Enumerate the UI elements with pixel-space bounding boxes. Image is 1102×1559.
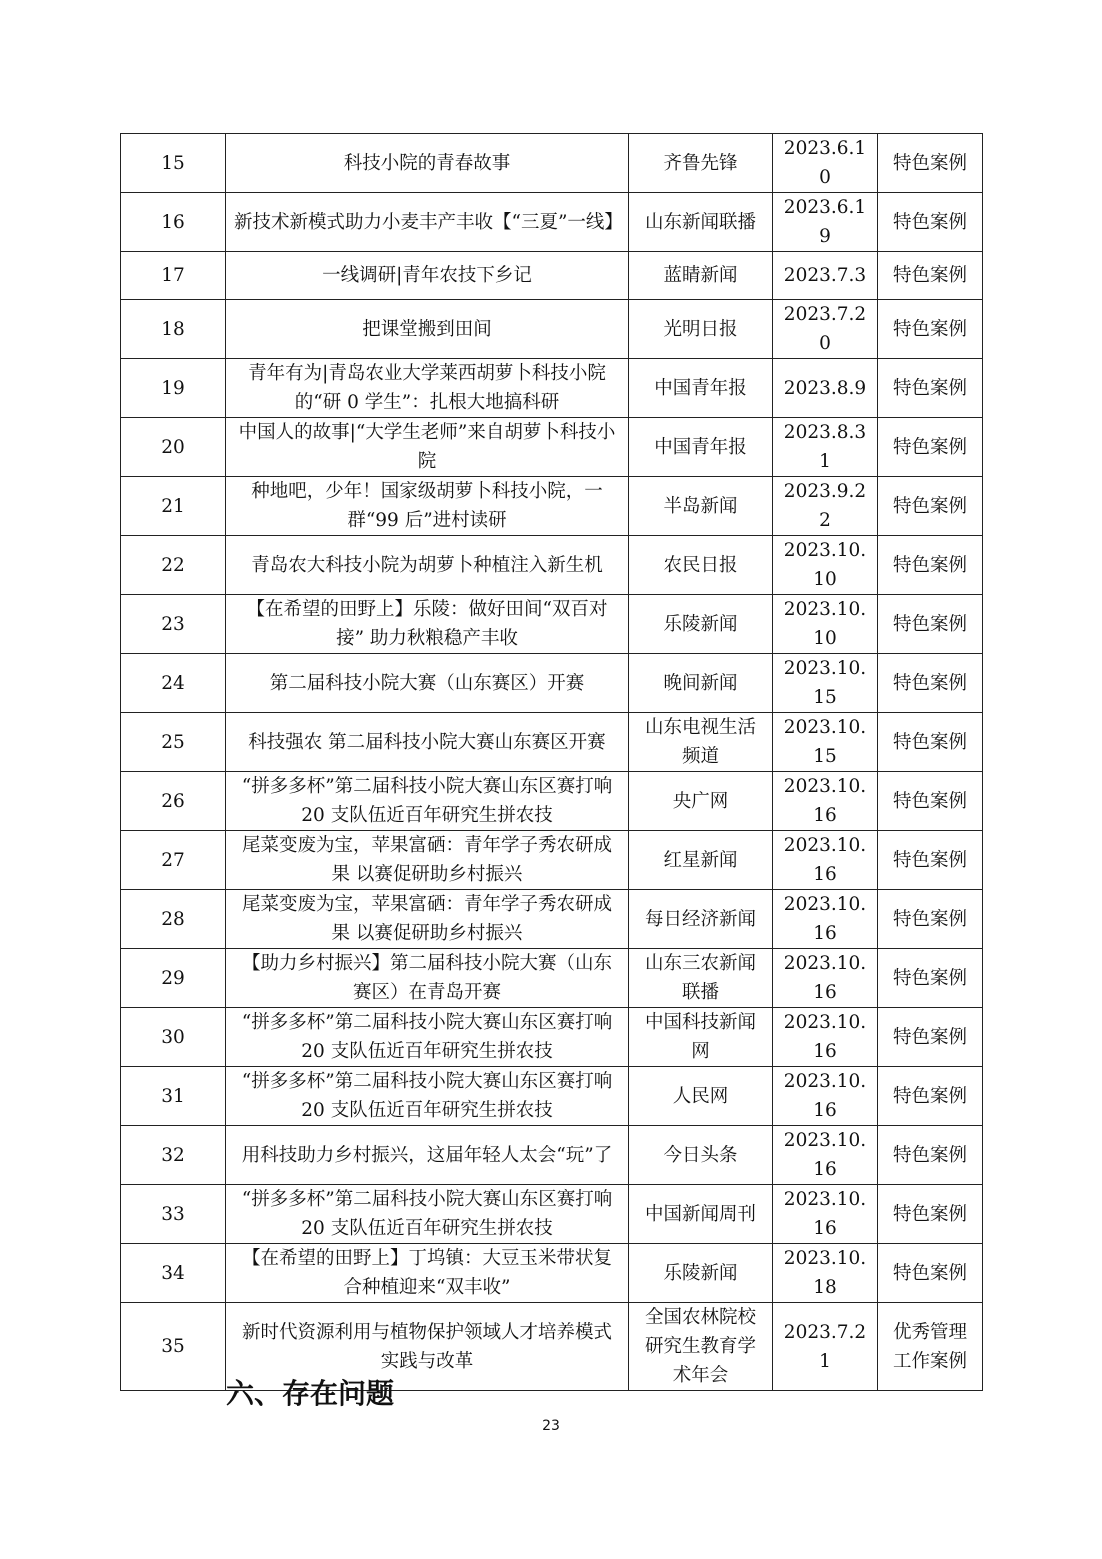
table-row [121, 193, 983, 252]
cell-title: 新时代资源利用与植物保护领域人才培养模式实践与改革 [226, 1303, 629, 1391]
cell-title: 青年有为|青岛农业大学莱西胡萝卜科技小院的“研 0 学生”：扎根大地搞科研 [226, 359, 629, 418]
table-row [121, 831, 983, 890]
cell-title: “拼多多杯”第二届科技小院大赛山东区赛打响 20 支队伍近百年研究生拼农技 [226, 1008, 629, 1067]
cell-media: 半岛新闻 [629, 477, 773, 536]
cell-category: 特色案例 [878, 1126, 983, 1185]
cell-date: 2023.10.16 [773, 949, 878, 1008]
cell-date: 2023.10.16 [773, 1185, 878, 1244]
table-row [121, 1244, 983, 1303]
table-row [121, 1008, 983, 1067]
cell-category: 特色案例 [878, 134, 983, 193]
table-body [121, 134, 983, 1391]
cell-media: 今日头条 [629, 1126, 773, 1185]
cell-title: 尾菜变废为宝，苹果富硒：青年学子秀农研成果 以赛促研助乡村振兴 [226, 831, 629, 890]
cell-media: 光明日报 [629, 300, 773, 359]
table-row [121, 949, 983, 1008]
cell-date: 2023.10.10 [773, 595, 878, 654]
cell-category: 特色案例 [878, 418, 983, 477]
cell-date: 2023.10.16 [773, 1008, 878, 1067]
cell-number: 17 [121, 252, 226, 300]
cell-number: 18 [121, 300, 226, 359]
cell-category: 特色案例 [878, 536, 983, 595]
media-coverage-table [120, 133, 983, 1391]
cell-title: “拼多多杯”第二届科技小院大赛山东区赛打响 20 支队伍近百年研究生拼农技 [226, 1185, 629, 1244]
cell-category: 特色案例 [878, 890, 983, 949]
cell-number: 34 [121, 1244, 226, 1303]
cell-media: 乐陵新闻 [629, 1244, 773, 1303]
cell-media: 晚间新闻 [629, 654, 773, 713]
cell-title: 科技小院的青春故事 [226, 134, 629, 193]
cell-category: 特色案例 [878, 595, 983, 654]
cell-media: 乐陵新闻 [629, 595, 773, 654]
cell-date: 2023.10.16 [773, 772, 878, 831]
cell-category: 特色案例 [878, 949, 983, 1008]
table-row [121, 890, 983, 949]
cell-category: 特色案例 [878, 831, 983, 890]
table-row [121, 713, 983, 772]
cell-number: 27 [121, 831, 226, 890]
table-row [121, 134, 983, 193]
cell-media: 红星新闻 [629, 831, 773, 890]
cell-date: 2023.10.18 [773, 1244, 878, 1303]
cell-number: 33 [121, 1185, 226, 1244]
table-row [121, 359, 983, 418]
cell-number: 29 [121, 949, 226, 1008]
cell-category: 特色案例 [878, 772, 983, 831]
table-row [121, 1126, 983, 1185]
cell-date: 2023.10.15 [773, 654, 878, 713]
cell-title: 一线调研|青年农技下乡记 [226, 252, 629, 300]
table-row [121, 654, 983, 713]
cell-number: 25 [121, 713, 226, 772]
cell-category: 优秀管理工作案例 [878, 1303, 983, 1391]
cell-category: 特色案例 [878, 1244, 983, 1303]
table-row [121, 536, 983, 595]
cell-media: 中国青年报 [629, 418, 773, 477]
cell-title: 【在希望的田野上】乐陵：做好田间“双百对接” 助力秋粮稳产丰收 [226, 595, 629, 654]
cell-date: 2023.10.16 [773, 831, 878, 890]
cell-number: 32 [121, 1126, 226, 1185]
cell-media: 中国青年报 [629, 359, 773, 418]
cell-category: 特色案例 [878, 300, 983, 359]
table-row [121, 1067, 983, 1126]
cell-media: 每日经济新闻 [629, 890, 773, 949]
cell-title: 用科技助力乡村振兴，这届年轻人太会“玩”了 [226, 1126, 629, 1185]
cell-number: 15 [121, 134, 226, 193]
cell-category: 特色案例 [878, 1067, 983, 1126]
cell-date: 2023.10.15 [773, 713, 878, 772]
cell-number: 19 [121, 359, 226, 418]
cell-media: 农民日报 [629, 536, 773, 595]
cell-title: “拼多多杯”第二届科技小院大赛山东区赛打响 20 支队伍近百年研究生拼农技 [226, 1067, 629, 1126]
table-row [121, 477, 983, 536]
cell-number: 26 [121, 772, 226, 831]
table-row [121, 300, 983, 359]
cell-date: 2023.10.16 [773, 1067, 878, 1126]
cell-number: 22 [121, 536, 226, 595]
cell-number: 28 [121, 890, 226, 949]
cell-number: 30 [121, 1008, 226, 1067]
cell-title: 青岛农大科技小院为胡萝卜种植注入新生机 [226, 536, 629, 595]
cell-date: 2023.6.19 [773, 193, 878, 252]
cell-number: 20 [121, 418, 226, 477]
cell-date: 2023.8.31 [773, 418, 878, 477]
cell-number: 23 [121, 595, 226, 654]
cell-media: 蓝睛新闻 [629, 252, 773, 300]
section-heading: 六、存在问题 [226, 1377, 395, 1410]
cell-number: 24 [121, 654, 226, 713]
cell-media: 山东三农新闻联播 [629, 949, 773, 1008]
cell-date: 2023.10.16 [773, 890, 878, 949]
cell-date: 2023.7.20 [773, 300, 878, 359]
cell-number: 35 [121, 1303, 226, 1391]
table-row [121, 418, 983, 477]
cell-category: 特色案例 [878, 477, 983, 536]
cell-media: 山东电视生活频道 [629, 713, 773, 772]
cell-date: 2023.9.22 [773, 477, 878, 536]
cell-number: 31 [121, 1067, 226, 1126]
cell-media: 全国农林院校研究生教育学术年会 [629, 1303, 773, 1391]
cell-category: 特色案例 [878, 252, 983, 300]
cell-date: 2023.7.21 [773, 1303, 878, 1391]
cell-category: 特色案例 [878, 654, 983, 713]
cell-category: 特色案例 [878, 1008, 983, 1067]
page-number: 23 [542, 1418, 560, 1434]
cell-title: 把课堂搬到田间 [226, 300, 629, 359]
cell-number: 16 [121, 193, 226, 252]
table-row [121, 595, 983, 654]
cell-number: 21 [121, 477, 226, 536]
cell-title: 新技术新模式助力小麦丰产丰收【“三夏”一线】 [226, 193, 629, 252]
cell-title: 种地吧，少年！国家级胡萝卜科技小院，一群“99 后”进村读研 [226, 477, 629, 536]
cell-media: 山东新闻联播 [629, 193, 773, 252]
cell-category: 特色案例 [878, 359, 983, 418]
cell-media: 中国科技新闻网 [629, 1008, 773, 1067]
cell-title: 尾菜变废为宝，苹果富硒：青年学子秀农研成果 以赛促研助乡村振兴 [226, 890, 629, 949]
cell-title: 科技强农 第二届科技小院大赛山东赛区开赛 [226, 713, 629, 772]
cell-date: 2023.8.9 [773, 359, 878, 418]
cell-title: “拼多多杯”第二届科技小院大赛山东区赛打响 20 支队伍近百年研究生拼农技 [226, 772, 629, 831]
cell-title: 【助力乡村振兴】第二届科技小院大赛（山东赛区）在青岛开赛 [226, 949, 629, 1008]
cell-date: 2023.6.10 [773, 134, 878, 193]
cell-category: 特色案例 [878, 713, 983, 772]
cell-category: 特色案例 [878, 193, 983, 252]
cell-title: 第二届科技小院大赛（山东赛区）开赛 [226, 654, 629, 713]
cell-title: 【在希望的田野上】丁坞镇：大豆玉米带状复合种植迎来“双丰收” [226, 1244, 629, 1303]
cell-category: 特色案例 [878, 1185, 983, 1244]
cell-date: 2023.10.10 [773, 536, 878, 595]
cell-title: 中国人的故事|“大学生老师”来自胡萝卜科技小院 [226, 418, 629, 477]
table-row [121, 772, 983, 831]
cell-media: 人民网 [629, 1067, 773, 1126]
table-row [121, 252, 983, 300]
table-row [121, 1185, 983, 1244]
cell-date: 2023.10.16 [773, 1126, 878, 1185]
cell-media: 齐鲁先锋 [629, 134, 773, 193]
cell-date: 2023.7.3 [773, 252, 878, 300]
cell-media: 中国新闻周刊 [629, 1185, 773, 1244]
cell-media: 央广网 [629, 772, 773, 831]
